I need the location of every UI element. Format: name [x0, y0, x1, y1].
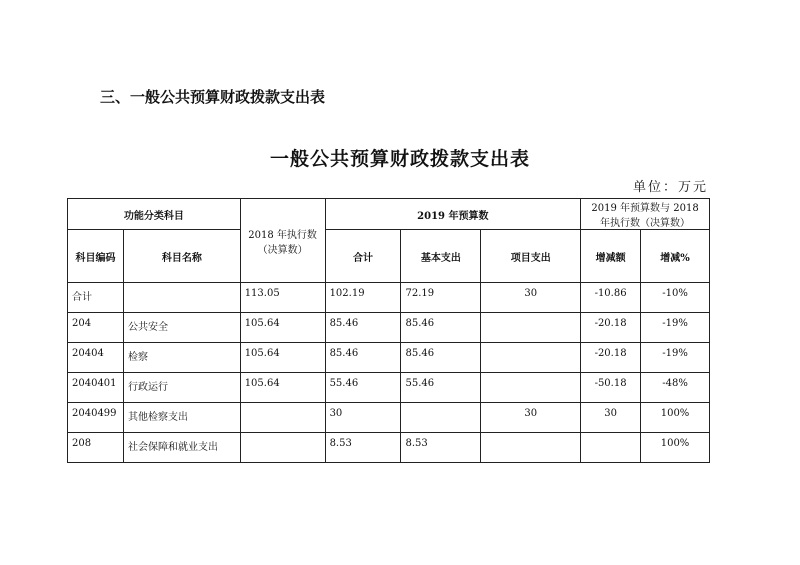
header-project: 项目支出: [481, 230, 581, 283]
row-total: 85.46: [325, 313, 401, 343]
row-basic: [401, 403, 481, 433]
row-name: [123, 283, 240, 313]
table-row: [68, 373, 710, 403]
header-compare: 2019 年预算数与 2018 年执行数（决算数）: [581, 199, 710, 230]
table-row: [68, 433, 710, 463]
row-name: 检察: [123, 343, 240, 373]
row-total: 85.46: [325, 343, 401, 373]
header-budget-2019: 2019 年预算数: [325, 199, 581, 230]
header-diff-amount: 增减额: [581, 230, 641, 283]
row-pct: 100%: [641, 433, 710, 463]
row-basic: 8.53: [401, 433, 481, 463]
row-basic: 85.46: [401, 313, 481, 343]
table-row: [68, 403, 710, 433]
row-code: 20404: [68, 343, 124, 373]
row-pct: -48%: [641, 373, 710, 403]
header-function-category: 功能分类科目: [68, 199, 241, 230]
table-row: [68, 343, 710, 373]
row-code: 204: [68, 313, 124, 343]
row-exec: 105.64: [240, 343, 325, 373]
row-name: 社会保障和就业支出: [123, 433, 240, 463]
row-exec: [240, 433, 325, 463]
header-name: 科目名称: [123, 230, 240, 283]
row-pct: -19%: [641, 313, 710, 343]
section-heading: 三、一般公共预算财政拨款支出表: [100, 88, 326, 106]
table-row: [68, 313, 710, 343]
header-basic: 基本支出: [401, 230, 481, 283]
row-basic: 55.46: [401, 373, 481, 403]
row-name: 其他检察支出: [123, 403, 240, 433]
row-basic: 72.19: [401, 283, 481, 313]
row-diff: 30: [581, 403, 641, 433]
row-diff: [581, 433, 641, 463]
row-diff: -20.18: [581, 343, 641, 373]
row-total: 102.19: [325, 283, 401, 313]
row-pct: -19%: [641, 343, 710, 373]
table-row: [68, 283, 710, 313]
row-project: [481, 373, 581, 403]
row-pct: 100%: [641, 403, 710, 433]
row-name: 公共安全: [123, 313, 240, 343]
row-exec: [240, 403, 325, 433]
unit-label: 单位：万元: [632, 180, 708, 195]
row-total: 8.53: [325, 433, 401, 463]
row-project: 30: [481, 283, 581, 313]
row-diff: -50.18: [581, 373, 641, 403]
row-diff: -20.18: [581, 313, 641, 343]
row-project: [481, 343, 581, 373]
row-basic: 85.46: [401, 343, 481, 373]
row-project: 30: [481, 403, 581, 433]
row-total: 55.46: [325, 373, 401, 403]
row-exec: 105.64: [240, 313, 325, 343]
row-code: 2040499: [68, 403, 124, 433]
header-code: 科目编码: [68, 230, 124, 283]
budget-table: [67, 198, 710, 463]
row-code: 2040401: [68, 373, 124, 403]
row-project: [481, 433, 581, 463]
header-total: 合计: [325, 230, 401, 283]
header-diff-pct: 增减%: [641, 230, 710, 283]
row-code: 208: [68, 433, 124, 463]
row-diff: -10.86: [581, 283, 641, 313]
row-exec: 105.64: [240, 373, 325, 403]
header-exec-2018: 2018 年执行数（决算数）: [240, 199, 325, 283]
row-project: [481, 313, 581, 343]
document-title: 一般公共预算财政拨款支出表: [269, 148, 530, 170]
row-pct: -10%: [641, 283, 710, 313]
row-code: 合计: [68, 283, 124, 313]
row-name: 行政运行: [123, 373, 240, 403]
row-exec: 113.05: [240, 283, 325, 313]
row-total: 30: [325, 403, 401, 433]
